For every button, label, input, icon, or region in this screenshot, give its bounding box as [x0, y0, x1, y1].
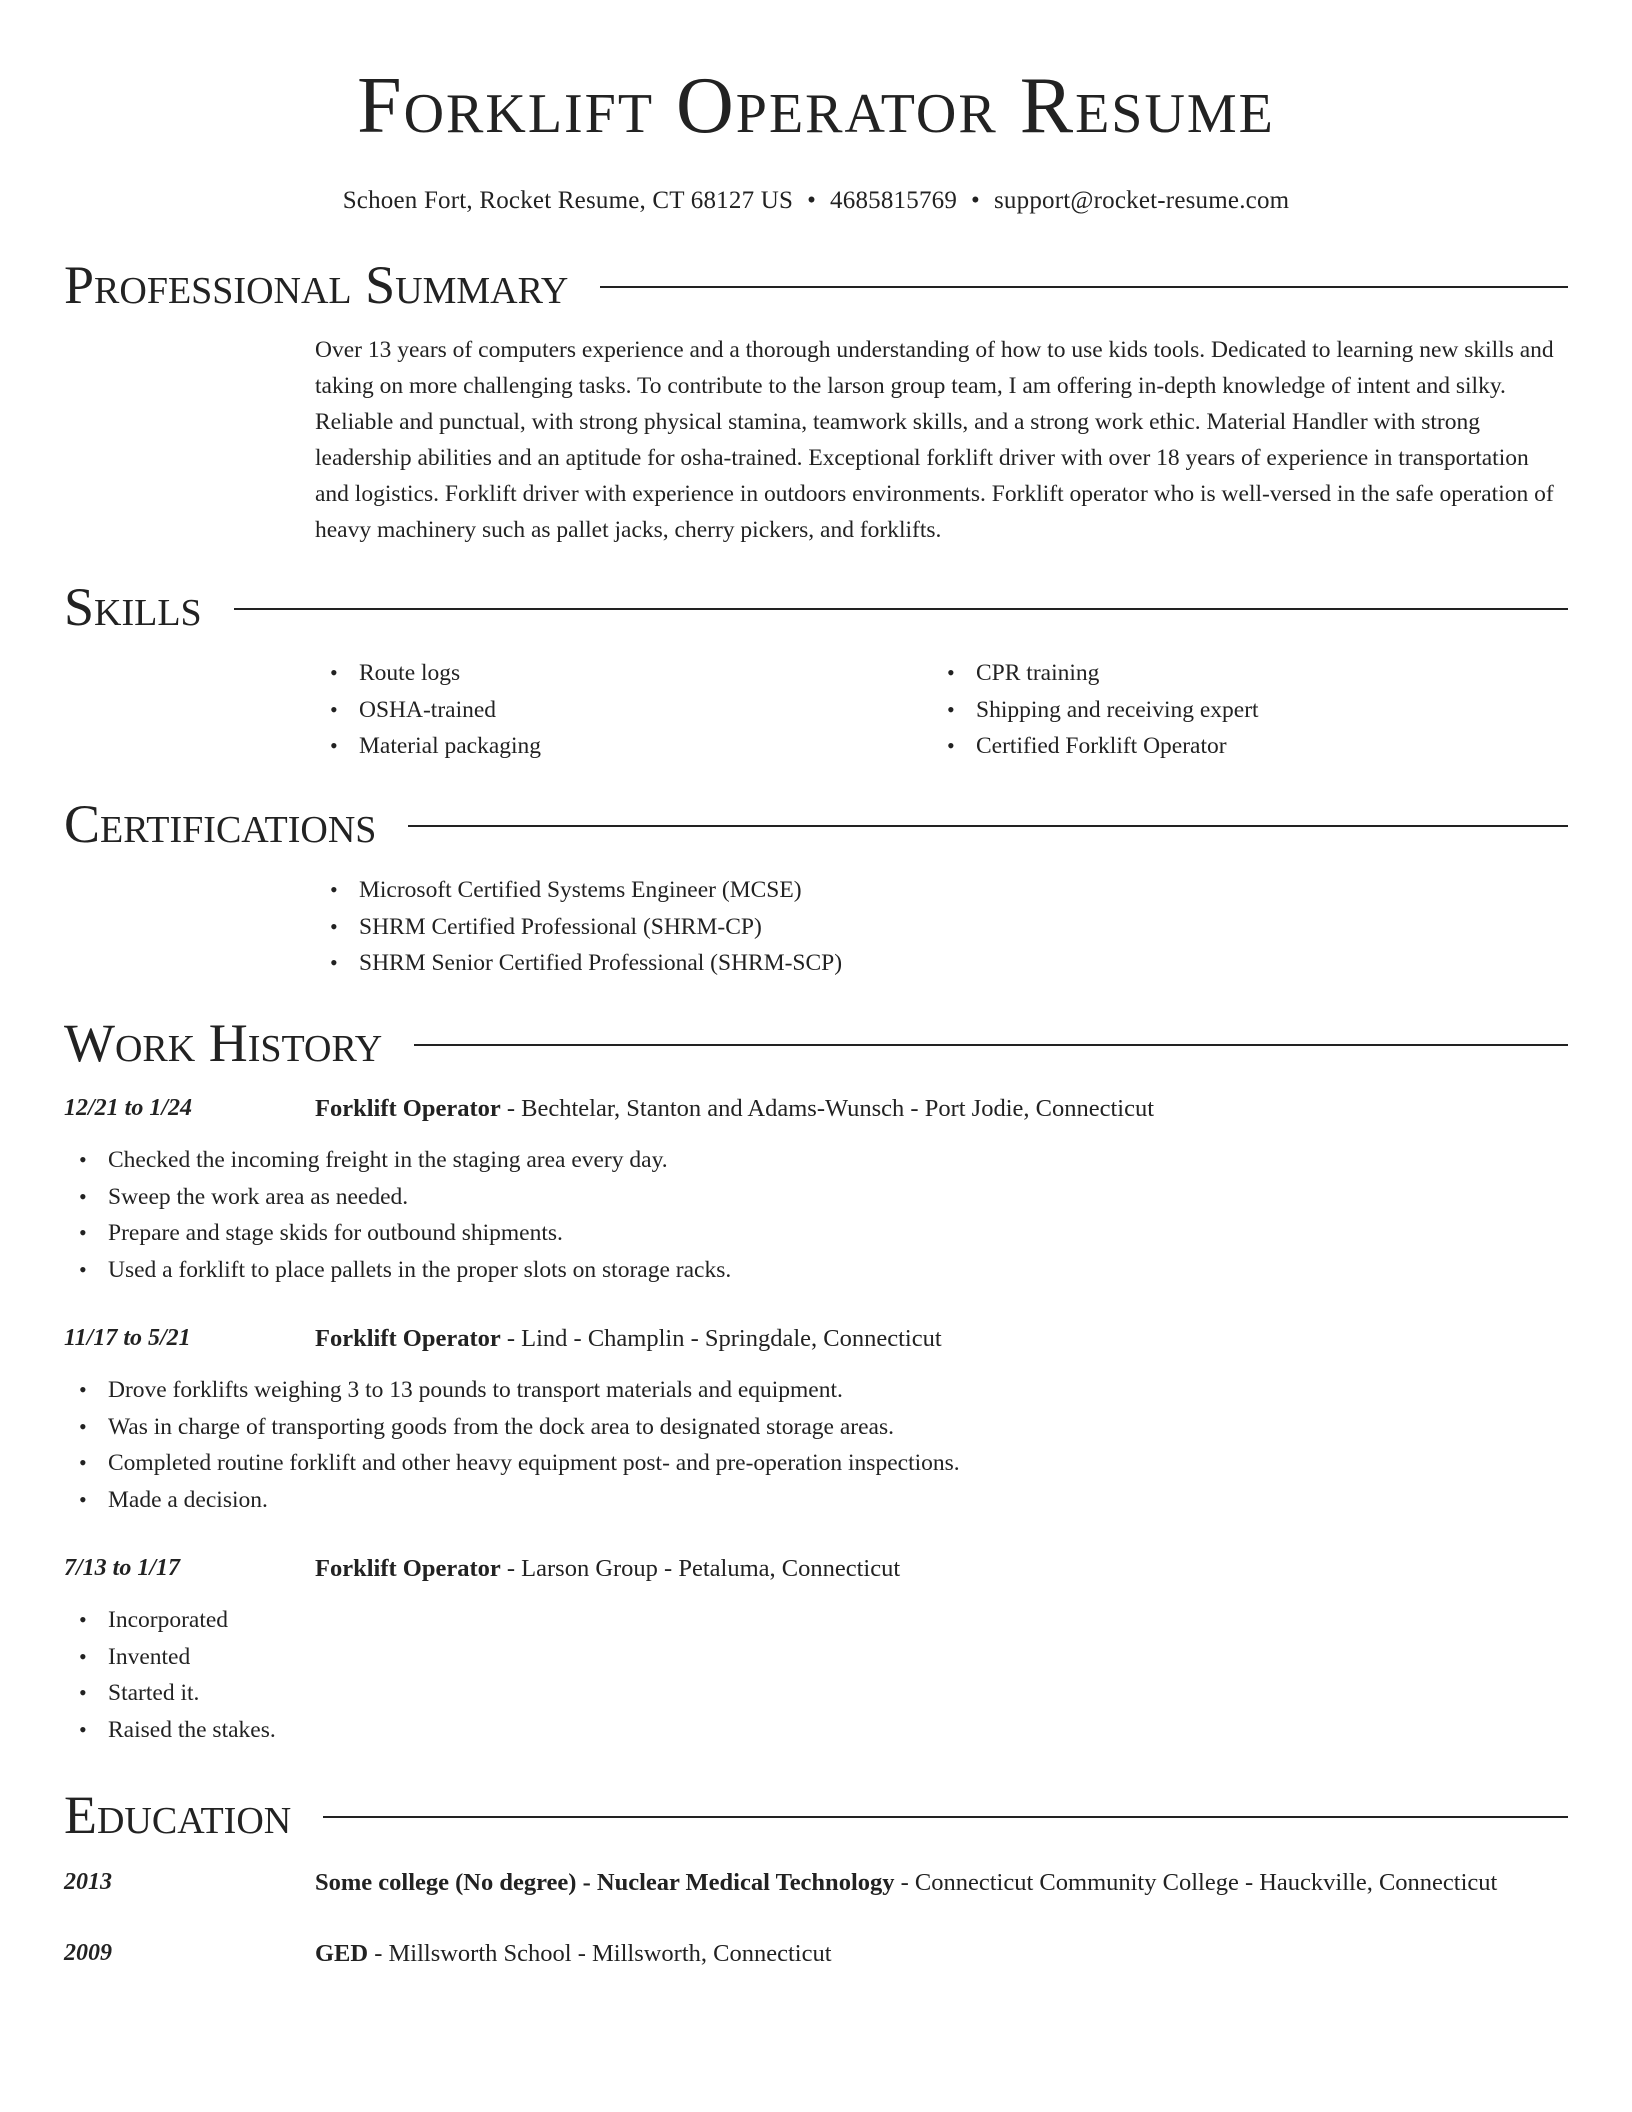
education-line — [315, 1935, 1568, 1972]
certifications-section — [64, 789, 1568, 982]
job-bullet: • Checked the incoming freight in the staging area every day. — [64, 1142, 1568, 1179]
job-dates: 7/13 to 1/17 — [64, 1555, 181, 1581]
job-header — [64, 1550, 1568, 1587]
job-bullet: • Was in charge of transporting goods from the dock area to designated storage areas. — [64, 1409, 1568, 1446]
summary-text: Over 13 years of computers experience and a thorough understanding of how to use kids tools. Dedicated to learning new skills and taking on more challenging tasks. To contribute to the larson group team, I am offering in-depth knowledge of intent and silky. Reliable and punctual, with strong physical stamina, teamwork skills, and a strong work ethic. Material Handler with strong leadership abilities and an aptitude for osha-trained. Exceptional forklift driver with over 18 years of experience in transportation and logistics. Forklift driver with experience in outdoors environments. Forklift operator who is well-versed in the safe operation of heavy machinery such as pallet jacks, cherry pickers, and forklifts. — [315, 337, 1554, 543]
job-bullet: • Started it. — [64, 1675, 1568, 1712]
job-entry — [64, 1320, 1568, 1518]
section-divider — [600, 286, 1568, 288]
education-heading-row — [64, 1780, 1568, 1850]
education-row — [64, 1864, 1568, 1901]
job-details: - Lind - Champlin - Springdale, Connecticut — [500, 1325, 942, 1352]
resume-name: Forklift Operator Resume — [357, 62, 1275, 150]
skill-item: • Certified Forklift Operator — [932, 728, 1549, 765]
certifications-list — [315, 872, 1568, 982]
contact-line — [0, 186, 1632, 216]
skill-item: • Route logs — [315, 655, 932, 692]
education-year: 2009 — [64, 1940, 112, 1966]
summary-section — [64, 250, 1568, 548]
job-details: - Bechtelar, Stanton and Adams-Wunsch - Port Jodie, Connecticut — [500, 1095, 1155, 1122]
job-bullet: • Completed routine forklift and other heavy equipment post- and pre-operation inspections. — [64, 1445, 1568, 1482]
job-entry — [64, 1550, 1568, 1748]
contact-phone: 4685815769 — [830, 187, 958, 214]
job-bullet: • Used a forklift to place pallets in the proper slots on storage racks. — [64, 1252, 1568, 1289]
section-divider — [323, 1816, 1568, 1818]
job-role: Forklift Operator — [315, 1095, 501, 1122]
job-role: Forklift Operator — [315, 1555, 501, 1582]
skills-list-right — [932, 655, 1549, 765]
contact-separator: • — [971, 187, 980, 214]
job-title-line — [315, 1550, 1568, 1587]
section-divider — [408, 825, 1568, 827]
certifications-title: Certifications — [64, 794, 377, 854]
job-entry — [64, 1090, 1568, 1288]
job-dates: 11/17 to 5/21 — [64, 1325, 191, 1351]
education-year: 2013 — [64, 1869, 112, 1895]
skill-item: • Material packaging — [315, 728, 932, 765]
skills-heading-row — [64, 572, 1568, 642]
contact-separator: • — [807, 187, 817, 214]
summary-title: Professional Summary — [64, 255, 569, 315]
work-title: Work History — [64, 1013, 383, 1073]
certification-item: • SHRM Certified Professional (SHRM-CP) — [315, 909, 1568, 946]
skill-item: • Shipping and receiving expert — [932, 692, 1549, 729]
contact-email: support@rocket-resume.com — [994, 187, 1290, 214]
work-history-section — [64, 1008, 1568, 1748]
job-header — [64, 1320, 1568, 1357]
job-role: Forklift Operator — [315, 1325, 501, 1352]
job-dates: 12/21 to 1/24 — [64, 1095, 193, 1121]
job-bullet: • Raised the stakes. — [64, 1712, 1568, 1749]
job-bullet: • Drove forklifts weighing 3 to 13 pounds to transport materials and equipment. — [64, 1372, 1568, 1409]
certifications-heading-row — [64, 789, 1568, 859]
job-header — [64, 1090, 1568, 1127]
section-divider — [414, 1044, 1568, 1046]
skills-grid — [315, 655, 1568, 765]
certification-item: • SHRM Senior Certified Professional (SHRM-SCP) — [315, 945, 1568, 982]
job-title-line — [315, 1090, 1568, 1127]
skills-list-left — [315, 655, 932, 765]
education-degree: Some college (No degree) - Nuclear Medical Technology — [315, 1869, 895, 1896]
work-heading-row — [64, 1008, 1568, 1078]
education-row — [64, 1935, 1568, 1972]
education-entry — [64, 1864, 1568, 1901]
job-title-line — [315, 1320, 1568, 1357]
education-degree: GED — [315, 1940, 369, 1967]
job-bullet: • Sweep the work area as needed. — [64, 1179, 1568, 1216]
job-details: - Larson Group - Petaluma, Connecticut — [500, 1555, 901, 1582]
summary-heading-row — [64, 250, 1568, 320]
education-title: Education — [64, 1785, 292, 1845]
education-entry — [64, 1935, 1568, 1972]
job-bullets — [64, 1142, 1568, 1288]
education-section — [64, 1780, 1568, 1972]
job-bullet: • Prepare and stage skids for outbound shipments. — [64, 1215, 1568, 1252]
education-details: - Millsworth School - Millsworth, Connecticut — [368, 1940, 832, 1967]
job-bullets — [64, 1372, 1568, 1518]
education-details: - Connecticut Community College - Hauckville, Connecticut — [894, 1869, 1498, 1896]
job-bullets — [64, 1602, 1568, 1748]
skills-title: Skills — [64, 577, 202, 637]
education-line — [315, 1864, 1568, 1901]
skill-item: • OSHA-trained — [315, 692, 932, 729]
section-divider — [234, 608, 1568, 610]
job-bullet: • Made a decision. — [64, 1482, 1568, 1519]
skills-section — [64, 572, 1568, 765]
certification-item: • Microsoft Certified Systems Engineer (MCSE) — [315, 872, 1568, 909]
skill-item: • CPR training — [932, 655, 1549, 692]
contact-address: Schoen Fort, Rocket Resume, CT 68127 US — [342, 187, 794, 214]
resume-header — [0, 0, 1632, 216]
job-bullet: • Incorporated — [64, 1602, 1568, 1639]
job-bullet: • Invented — [64, 1639, 1568, 1676]
